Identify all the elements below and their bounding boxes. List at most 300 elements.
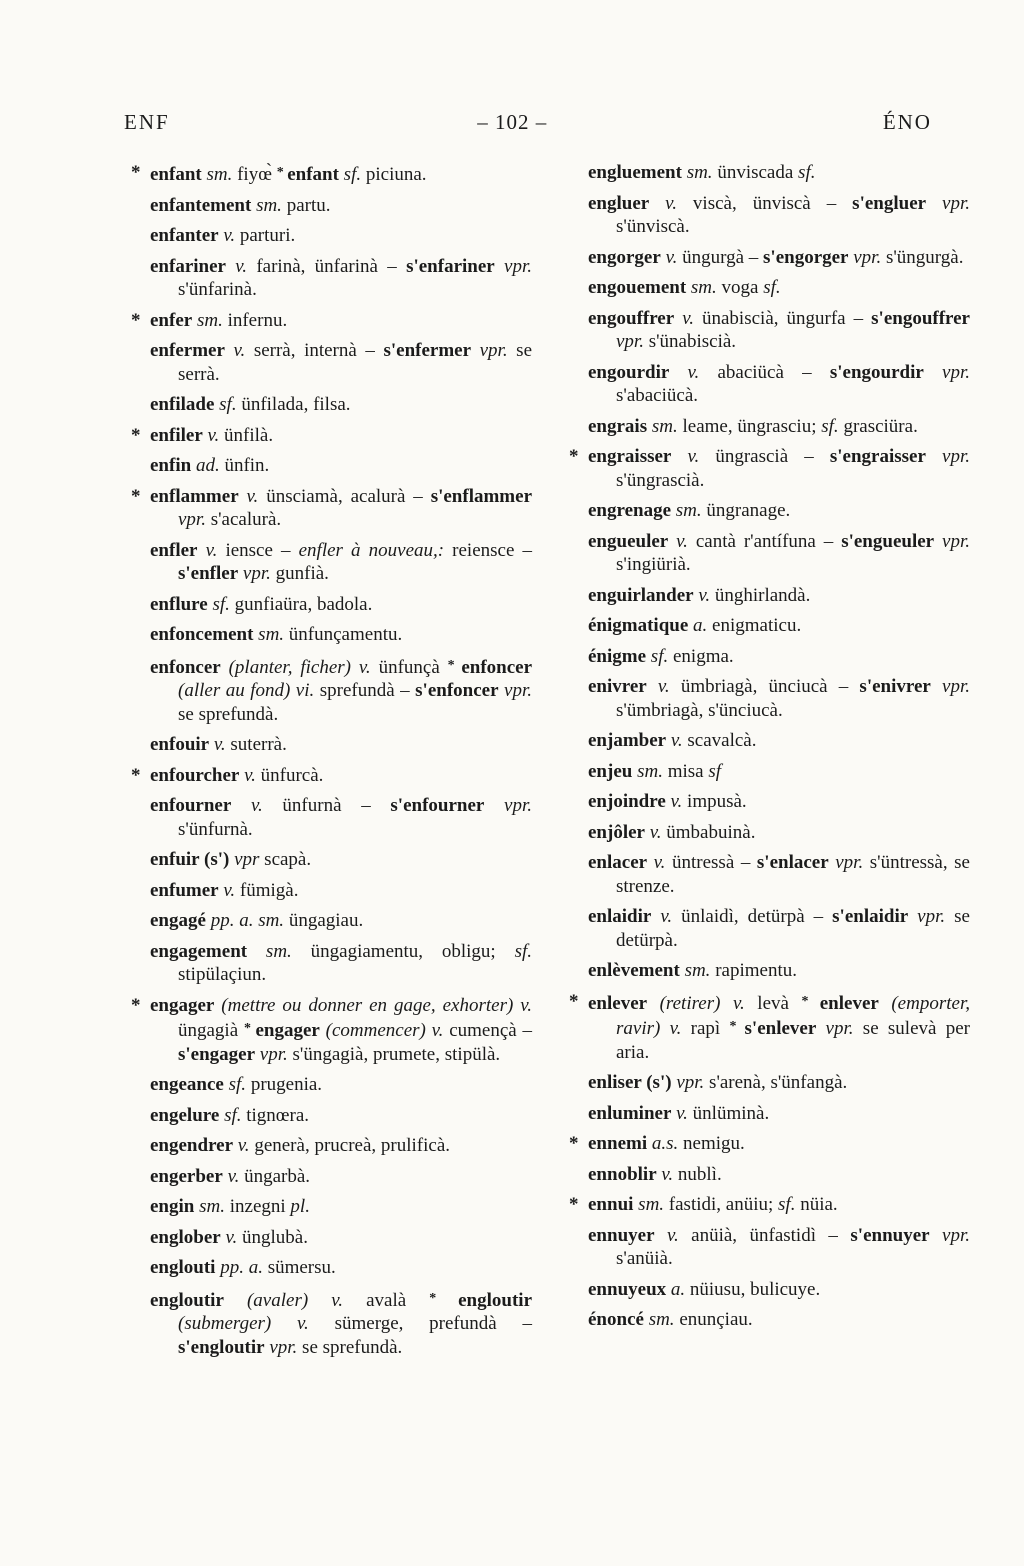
- translation-text: üngagià: [178, 1020, 244, 1041]
- translation-text: s'üngurgà.: [881, 246, 964, 268]
- translation-text: cantà r'antífuna –: [687, 530, 842, 552]
- translation-text: s'ingiürià.: [616, 554, 691, 575]
- dictionary-entry: [150, 940, 532, 987]
- headword: enjamber: [588, 730, 667, 751]
- grammar-label: pp. a.: [215, 1257, 263, 1278]
- dictionary-entry: [150, 454, 532, 478]
- headword: enfourner: [150, 795, 232, 816]
- dictionary-entry: [131, 424, 532, 448]
- translation-text: ünfilà.: [219, 424, 274, 446]
- grammar-label: vpr.: [908, 906, 946, 927]
- translation-text: ünviscada: [712, 162, 799, 183]
- inline-star: *: [429, 1290, 459, 1306]
- translation-text: parturi.: [235, 225, 296, 246]
- grammar-label: v.: [209, 734, 226, 755]
- translation-text: fümigà.: [235, 879, 299, 901]
- grammar-label: sf.: [821, 415, 839, 437]
- translation-text: s'ünabiscià.: [643, 331, 737, 352]
- translation-text: rapimentu.: [710, 960, 797, 981]
- grammar-label: sm.: [647, 415, 678, 437]
- dictionary-entry: [131, 764, 532, 788]
- grammar-label: v.: [224, 340, 246, 361]
- headword: s'enfourner: [390, 795, 485, 816]
- entry-star: *: [131, 162, 141, 183]
- translation-text: s'üngrascià.: [616, 469, 705, 491]
- headword: s'engraisser: [829, 446, 926, 467]
- guide-word-right: ÉNO: [882, 110, 932, 134]
- translation-text: gunfiaüra, badola.: [229, 593, 373, 615]
- translation-text: tignœra.: [241, 1104, 310, 1126]
- translation-text: enigmaticu.: [707, 615, 802, 636]
- grammar-label: sf.: [214, 394, 237, 415]
- dictionary-entry: [150, 1287, 532, 1360]
- grammar-label: sf: [708, 760, 722, 782]
- translation-text: stipülaçiun.: [178, 964, 267, 985]
- guide-word-left: ENF: [124, 110, 170, 134]
- dictionary-entry: [150, 224, 532, 248]
- entry-star: *: [569, 446, 579, 467]
- grammar-label: sm.: [681, 162, 713, 183]
- translation-text: levà: [744, 992, 802, 1014]
- headword: enfin: [150, 455, 192, 476]
- grammar-label: v.: [693, 584, 711, 606]
- dictionary-entry: [150, 879, 532, 903]
- grammar-label: sm.: [671, 500, 702, 521]
- grammar-label: v.: [239, 764, 256, 786]
- dictionary-entry: [150, 1195, 532, 1219]
- grammar-label: v.: [231, 795, 263, 816]
- headword: enfouir: [150, 734, 210, 755]
- grammar-label: sm.: [201, 164, 233, 185]
- dictionary-entry: [150, 1165, 532, 1189]
- grammar-label: a.: [688, 615, 708, 636]
- headword: enfilade: [150, 394, 215, 415]
- entry-star: *: [569, 1194, 579, 1215]
- translation-text: ünfunçamentu.: [284, 624, 403, 645]
- grammar-label: enfler à nouveau,:: [298, 539, 445, 561]
- headword: enliser (s'): [588, 1072, 672, 1093]
- dictionary-column: [131, 161, 533, 1366]
- dictionary-entry: [131, 994, 533, 1067]
- grammar-label: sm.: [192, 309, 223, 331]
- grammar-label: v.: [222, 1165, 240, 1187]
- headword: enlaidir: [588, 906, 652, 927]
- grammar-label: sf.: [223, 1074, 247, 1095]
- grammar-label: (commencer) v.: [319, 1020, 444, 1041]
- headword: engourdir: [588, 361, 670, 383]
- dictionary-entry: [588, 790, 970, 814]
- translation-text: üngagiamentu, obligu;: [291, 940, 515, 962]
- grammar-label: (retirer) v.: [647, 992, 745, 1014]
- headword: s'enlaidir: [832, 906, 909, 927]
- translation-text: s'ümbriagà, s'ünciucà.: [616, 699, 783, 721]
- grammar-label: pp. a. sm.: [205, 910, 285, 931]
- translation-text: se detürpà.: [616, 906, 970, 951]
- headword: enivrer: [588, 676, 647, 697]
- grammar-label: vpr.: [178, 509, 206, 530]
- dictionary-entry: [150, 1134, 532, 1158]
- headword: s'enlacer: [756, 852, 829, 873]
- grammar-label: v.: [651, 906, 673, 927]
- dictionary-entry: [588, 415, 970, 439]
- translation-text: se sulevà per aria.: [616, 1018, 970, 1063]
- grammar-label: v.: [671, 1102, 688, 1124]
- grammar-label: vpr.: [498, 680, 532, 701]
- headword: enfuir (s'): [150, 849, 230, 870]
- dictionary-entry: [150, 794, 532, 841]
- grammar-label: vpr.: [255, 1043, 288, 1065]
- translation-text: s'abaciücà.: [616, 385, 699, 406]
- translation-text: fastidi, anüiu;: [664, 1194, 779, 1215]
- entry-star: *: [131, 764, 141, 786]
- headword: engouffrer: [588, 307, 675, 329]
- headword: enlèvement: [588, 960, 680, 981]
- translation-text: s'üngagià, prumete, stipülà.: [287, 1043, 501, 1065]
- grammar-label: sf.: [763, 277, 781, 298]
- headword: enfantement: [150, 194, 252, 216]
- dictionary-entry: [588, 584, 970, 608]
- translation-text: suterrà.: [225, 734, 287, 755]
- headword: enlever: [819, 992, 879, 1014]
- dictionary-entry: [588, 729, 970, 753]
- translation-text: ünfilada, filsa.: [236, 394, 351, 415]
- headword: énoncé: [588, 1309, 644, 1330]
- dictionary-entry: [150, 654, 532, 727]
- translation-text: s'ünfurnà.: [178, 818, 253, 840]
- dictionary-entry: [588, 361, 970, 408]
- grammar-label: vpr: [229, 849, 260, 870]
- dictionary-entry: [588, 1163, 970, 1187]
- grammar-label: vpr.: [238, 563, 271, 584]
- grammar-label: vpr.: [816, 1018, 854, 1039]
- dictionary-entry: [150, 733, 532, 757]
- inline-star: *: [243, 1021, 256, 1036]
- grammar-label: vpr.: [616, 331, 644, 352]
- grammar-label: vpr.: [848, 246, 882, 268]
- grammar-label: v.: [654, 1224, 679, 1246]
- dictionary-entry: [150, 848, 532, 872]
- translation-text: ünlüminà.: [687, 1102, 770, 1124]
- dictionary-entry: [569, 1193, 970, 1217]
- grammar-label: v.: [649, 192, 677, 214]
- translation-text: iensce –: [217, 539, 299, 561]
- headword: engraisser: [588, 446, 672, 467]
- translation-text: sümerge, prefundà –: [308, 1313, 532, 1334]
- translation-text: ünglubà.: [237, 1226, 308, 1248]
- headword: enfoncer: [150, 656, 221, 678]
- dictionary-entry: [150, 1073, 532, 1097]
- dictionary-entry: [569, 990, 970, 1065]
- dictionary-entry: [588, 161, 970, 185]
- grammar-label: vpr.: [471, 340, 508, 361]
- translation-text: üntressà –: [665, 852, 757, 873]
- headword: engloutir: [458, 1289, 533, 1311]
- grammar-label: sf.: [207, 593, 230, 615]
- dictionary-entry: [131, 161, 532, 187]
- headword: enfermer: [150, 340, 225, 361]
- grammar-label: v.: [644, 821, 662, 843]
- inline-star: *: [276, 165, 288, 180]
- translation-text: s'ünfarinà.: [178, 279, 257, 300]
- translation-text: nemigu.: [678, 1133, 745, 1154]
- dictionary-entry: [131, 485, 533, 532]
- grammar-label: v.: [647, 852, 666, 873]
- grammar-label: a.s.: [647, 1133, 679, 1154]
- page-number: – 102 –: [477, 110, 548, 134]
- grammar-label: sm.: [632, 760, 663, 782]
- dictionary-entry: [588, 959, 970, 983]
- grammar-label: v.: [669, 361, 700, 383]
- translation-text: farinà, ünfarinà –: [247, 255, 407, 277]
- headword: énigme: [588, 645, 647, 667]
- grammar-label: sm.: [679, 960, 711, 981]
- headword: engin: [150, 1196, 195, 1217]
- inline-star: *: [729, 1019, 745, 1034]
- grammar-label: ad.: [191, 455, 220, 476]
- translation-text: nublì.: [673, 1163, 722, 1185]
- grammar-label: vpr.: [671, 1072, 705, 1093]
- grammar-label: (planter, ficher) v.: [220, 656, 371, 678]
- headword: s'engorger: [763, 246, 849, 268]
- headword: s'engueuler: [841, 530, 935, 552]
- grammar-label: v.: [665, 791, 683, 812]
- grammar-label: sf.: [219, 1104, 242, 1126]
- translation-text: sprefundà –: [314, 680, 416, 701]
- headword: engager: [255, 1020, 320, 1041]
- translation-text: piciuna.: [361, 164, 427, 185]
- headword: enfoncer: [461, 656, 533, 678]
- dictionary-columns: [0, 135, 1024, 1366]
- grammar-label: vpr.: [925, 446, 970, 467]
- headword: s'enflammer: [430, 485, 533, 507]
- translation-text: anüià, ünfastidì –: [678, 1224, 851, 1246]
- translation-text: impusà.: [682, 791, 747, 812]
- headword: ennoblir: [588, 1163, 657, 1185]
- headword: engagement: [150, 940, 248, 962]
- headword: s'engouffrer: [871, 307, 970, 329]
- grammar-label: (submerger) v.: [178, 1313, 309, 1334]
- grammar-label: (aller au fond) vi.: [178, 680, 315, 701]
- grammar-label: v.: [674, 307, 694, 329]
- headword: ennui: [588, 1194, 634, 1215]
- headword: englober: [150, 1226, 221, 1248]
- headword: engelure: [150, 1104, 220, 1126]
- dictionary-entry: [150, 194, 532, 218]
- grammar-label: vpr.: [494, 255, 532, 277]
- headword: engendrer: [150, 1135, 234, 1156]
- dictionary-entry: [588, 1071, 970, 1095]
- headword: enfant: [150, 164, 202, 185]
- grammar-label: sf.: [514, 940, 532, 962]
- headword: s'enfermer: [383, 340, 472, 361]
- grammar-label: sf.: [646, 645, 669, 667]
- headword: s'enfoncer: [415, 680, 499, 701]
- grammar-label: v.: [671, 446, 700, 467]
- grammar-label: v.: [668, 530, 688, 552]
- grammar-label: vpr.: [934, 530, 970, 552]
- grammar-label: v.: [666, 730, 683, 751]
- grammar-label: (avaler) v.: [223, 1289, 344, 1311]
- grammar-label: v.: [646, 676, 670, 697]
- translation-text: reiensce –: [444, 539, 532, 561]
- translation-text: ünfunçà: [370, 656, 448, 678]
- grammar-label: vpr.: [828, 852, 864, 873]
- translation-text: generà, prucreà, prulificà.: [249, 1135, 450, 1156]
- entry-star: *: [131, 485, 141, 507]
- dictionary-entry: [150, 339, 532, 386]
- dictionary-entry: [588, 499, 970, 523]
- translation-text: rapì: [681, 1018, 730, 1039]
- dictionary-entry: [131, 309, 532, 333]
- inline-star: *: [801, 993, 820, 1009]
- headword: enfiler: [150, 424, 203, 446]
- translation-text: sümersu.: [262, 1257, 336, 1278]
- grammar-label: sm.: [686, 277, 717, 298]
- dictionary-entry: [588, 530, 970, 577]
- translation-text: nüiusu, bulicuye.: [685, 1278, 821, 1300]
- dictionary-entry: [150, 623, 532, 647]
- translation-text: enigma.: [668, 645, 734, 667]
- dictionary-entry: [569, 1132, 970, 1156]
- entry-star: *: [569, 1133, 579, 1154]
- translation-text: serrà, internà –: [245, 340, 384, 361]
- dictionary-entry: [150, 539, 532, 586]
- dictionary-entry: [588, 760, 970, 784]
- headword: s'enlever: [744, 1018, 817, 1039]
- grammar-label: vpr.: [923, 361, 970, 383]
- headword: enfer: [150, 309, 193, 331]
- grammar-label: pl.: [290, 1196, 310, 1217]
- dictionary-entry: [588, 675, 970, 722]
- headword: engouement: [588, 277, 687, 298]
- translation-text: s'anüià.: [616, 1248, 673, 1269]
- headword: enflammer: [150, 485, 239, 507]
- dictionary-entry: [588, 307, 970, 354]
- grammar-label: v.: [238, 485, 259, 507]
- headword: enfumer: [150, 879, 219, 901]
- translation-text: üngagiau.: [284, 910, 364, 931]
- headword: engorger: [588, 246, 661, 268]
- translation-text: inzegni: [224, 1196, 291, 1217]
- dictionary-entry: [569, 445, 970, 492]
- headword: englouti: [150, 1257, 216, 1278]
- grammar-label: a.: [666, 1278, 686, 1300]
- grammar-label: v.: [218, 225, 236, 246]
- dictionary-entry: [588, 192, 970, 239]
- translation-text: enunçiau.: [674, 1309, 753, 1330]
- dictionary-entry: [588, 246, 970, 270]
- headword: engager: [150, 994, 215, 1016]
- headword: ennemi: [588, 1133, 648, 1154]
- translation-text: scavalcà.: [682, 730, 757, 751]
- grammar-label: v.: [656, 1163, 674, 1185]
- dictionary-entry: [588, 821, 970, 845]
- dictionary-entry: [150, 593, 532, 617]
- headword: s'enivrer: [859, 676, 931, 697]
- entry-star: *: [131, 309, 141, 331]
- grammar-label: (mettre ou donner en gage, exhorter) v.: [214, 994, 532, 1016]
- dictionary-entry: [150, 1226, 532, 1250]
- translation-text: nüia.: [795, 1194, 838, 1215]
- dictionary-entry: [150, 1104, 532, 1128]
- translation-text: partu.: [281, 194, 331, 216]
- grammar-label: sm.: [633, 1194, 665, 1215]
- headword: ennuyeux: [588, 1278, 667, 1300]
- translation-text: s'ünviscà.: [616, 216, 690, 237]
- dictionary-column: [569, 161, 970, 1366]
- grammar-label: v.: [225, 255, 248, 277]
- headword: enfanter: [150, 225, 219, 246]
- grammar-label: vpr.: [926, 192, 970, 214]
- inline-star: *: [447, 657, 462, 673]
- headword: s'engloutir: [178, 1336, 265, 1358]
- headword: enfant: [287, 164, 339, 185]
- headword: enfariner: [150, 255, 226, 277]
- headword: enfoncement: [150, 624, 254, 645]
- translation-text: misa: [662, 760, 709, 782]
- grammar-label: sf.: [338, 164, 362, 185]
- headword: engeance: [150, 1074, 224, 1095]
- dictionary-entry: [588, 851, 970, 898]
- translation-text: se sprefundà.: [297, 1336, 403, 1358]
- grammar-label: vpr.: [930, 676, 970, 697]
- translation-text: scapà.: [259, 849, 312, 870]
- translation-text: grasciüra.: [838, 415, 918, 437]
- headword: enjôler: [588, 821, 645, 843]
- translation-text: üngrascià –: [699, 446, 830, 467]
- translation-text: ümbabuinà.: [661, 821, 756, 843]
- grammar-label: vpr.: [929, 1224, 970, 1246]
- translation-text: abaciücà –: [699, 361, 830, 383]
- headword: enjeu: [588, 760, 633, 782]
- headword: enlever: [588, 992, 648, 1014]
- headword: enflure: [150, 593, 208, 615]
- headword: s'ennuyer: [850, 1224, 930, 1246]
- translation-text: cumençà –: [443, 1020, 533, 1041]
- dictionary-entry: [150, 255, 532, 302]
- dictionary-entry: [150, 909, 532, 933]
- headword: ennuyer: [588, 1224, 655, 1246]
- entry-star: *: [569, 990, 579, 1012]
- translation-text: infernu.: [222, 309, 288, 331]
- translation-text: se sprefundà.: [178, 703, 279, 725]
- translation-text: ünfurcà.: [255, 764, 324, 786]
- headword: s'engourdir: [829, 361, 924, 383]
- dictionary-entry: [588, 276, 970, 300]
- headword: s'enfariner: [406, 255, 495, 277]
- grammar-label: sm.: [247, 940, 292, 962]
- entry-star: *: [131, 424, 141, 446]
- translation-text: avalà: [343, 1289, 430, 1311]
- headword: enguirlander: [588, 584, 694, 606]
- dictionary-entry: [588, 1278, 970, 1302]
- headword: engagé: [150, 910, 206, 931]
- grammar-label: v.: [233, 1135, 250, 1156]
- headword: enfourcher: [150, 764, 240, 786]
- headword: enluminer: [588, 1102, 672, 1124]
- entry-star: *: [131, 994, 141, 1016]
- translation-text: ümbriagà, ünciucà –: [669, 676, 860, 697]
- headword: engerber: [150, 1165, 223, 1187]
- headword: engluement: [588, 162, 682, 183]
- dictionary-entry: [588, 1224, 970, 1271]
- headword: engrenage: [588, 500, 672, 521]
- translation-text: ünsciamà, acalurà –: [258, 485, 431, 507]
- dictionary-entry: [150, 1256, 532, 1280]
- translation-text: üngurgà –: [677, 246, 764, 268]
- grammar-label: sm.: [251, 194, 282, 216]
- translation-text: ünfurnà –: [262, 795, 391, 816]
